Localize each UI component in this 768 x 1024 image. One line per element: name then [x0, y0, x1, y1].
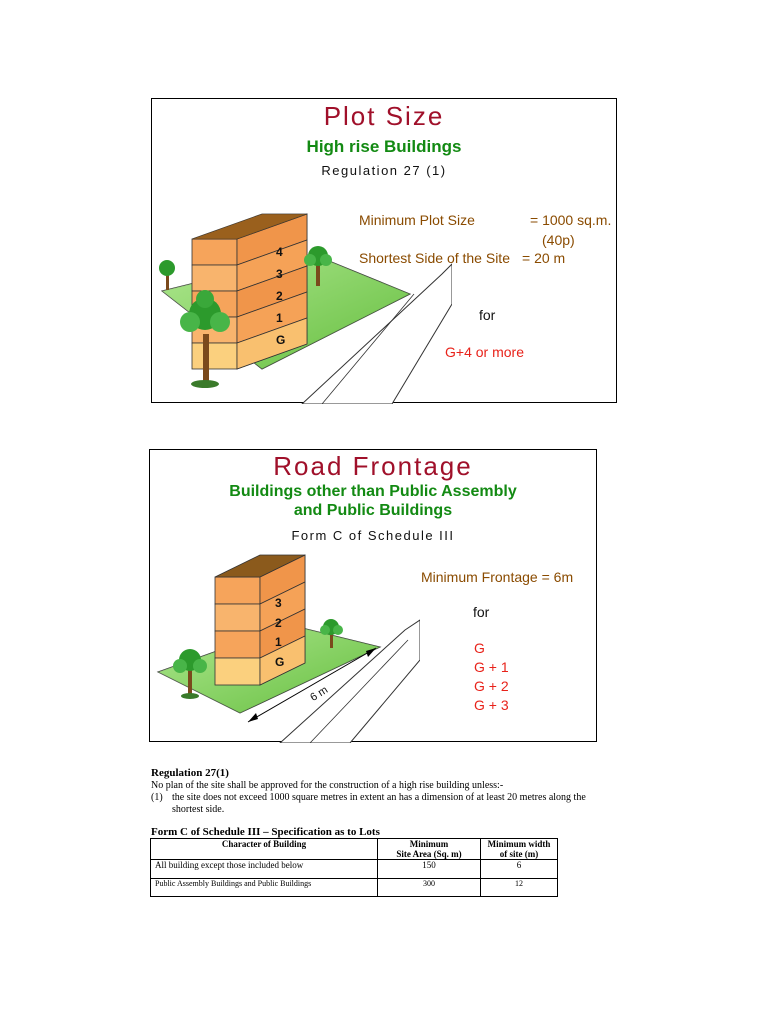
- regulation-heading: Regulation 27(1): [151, 767, 229, 779]
- column-header-area: [378, 839, 481, 860]
- min-plot-value: = 1000 sq.m.: [530, 212, 612, 228]
- shortest-side-value: = 20 m: [522, 250, 566, 266]
- regulation-item-text-line2: shortest side.: [172, 804, 225, 815]
- regulation-item-number: (1): [151, 792, 163, 803]
- lots-specification-table: [150, 838, 558, 897]
- column-header-label: of site (m): [499, 849, 539, 859]
- regulation-reference: Form C of Schedule III: [291, 528, 455, 543]
- slide-title: Road Frontage: [273, 451, 473, 481]
- column-header-label: Site Area (Sq. m): [396, 849, 462, 859]
- slide-road-frontage: [149, 449, 597, 742]
- min-plot-alt: (40p): [542, 232, 575, 248]
- floor-option: G + 3: [474, 697, 509, 713]
- for-label: for: [479, 307, 496, 323]
- tree-icon: [159, 260, 175, 290]
- floor-label: 3: [275, 596, 282, 610]
- floor-label: 2: [276, 289, 283, 303]
- floor-label: 4: [276, 245, 283, 259]
- slide-plot-size: [151, 98, 617, 403]
- floors-requirement: G+4 or more: [445, 344, 524, 360]
- floor-option: G + 2: [474, 678, 509, 694]
- floor-label: G: [276, 333, 286, 347]
- road-frontage-illustration: [150, 550, 420, 743]
- cell-width: 12: [481, 879, 558, 897]
- cell-character: All building except those included below: [151, 860, 378, 879]
- slide-subtitle: High rise Buildings: [306, 137, 462, 156]
- table-row: [151, 879, 558, 897]
- column-header-width: [481, 839, 558, 860]
- table-row: [151, 860, 558, 879]
- frontage-dimension-label: 6 m: [308, 684, 331, 704]
- cell-area: 150: [378, 860, 481, 879]
- floor-label: 3: [276, 267, 283, 281]
- shortest-side-label: Shortest Side of the Site: [359, 250, 510, 266]
- regulation-reference: Regulation 27 (1): [321, 163, 447, 178]
- regulation-item-text-line1: the site does not exceed 1000 square metres in extent an has a dimension of at least 20 metres along the: [172, 792, 586, 803]
- floor-label: G: [275, 655, 285, 669]
- slide-title: Plot Size: [323, 101, 445, 131]
- floor-option: G: [474, 640, 485, 656]
- cell-width: 6: [481, 860, 558, 879]
- column-header-label: Minimum width: [487, 839, 551, 849]
- floor-label: 2: [275, 616, 282, 630]
- column-header-character: [151, 839, 378, 860]
- min-plot-label: Minimum Plot Size: [359, 212, 475, 228]
- for-label: for: [473, 604, 490, 620]
- min-frontage-label: Minimum Frontage = 6m: [421, 569, 574, 585]
- table-heading: Form C of Schedule III – Specification as to Lots: [151, 826, 380, 838]
- cell-area: 300: [378, 879, 481, 897]
- slide-subtitle-line2: and Public Buildings: [293, 502, 453, 519]
- regulation-intro: No plan of the site shall be approved for the construction of a high rise building unless:-: [151, 780, 504, 791]
- floor-label: 1: [276, 311, 283, 325]
- cell-character: Public Assembly Buildings and Public Buildings: [151, 879, 378, 897]
- slide-subtitle-line1: Buildings other than Public Assembly: [229, 483, 517, 500]
- column-header-label: Minimum: [409, 839, 449, 849]
- table-header-row: [151, 839, 558, 860]
- floor-label: 1: [275, 635, 282, 649]
- column-header-label: Character of Building: [221, 839, 307, 849]
- floor-option: G + 1: [474, 659, 509, 675]
